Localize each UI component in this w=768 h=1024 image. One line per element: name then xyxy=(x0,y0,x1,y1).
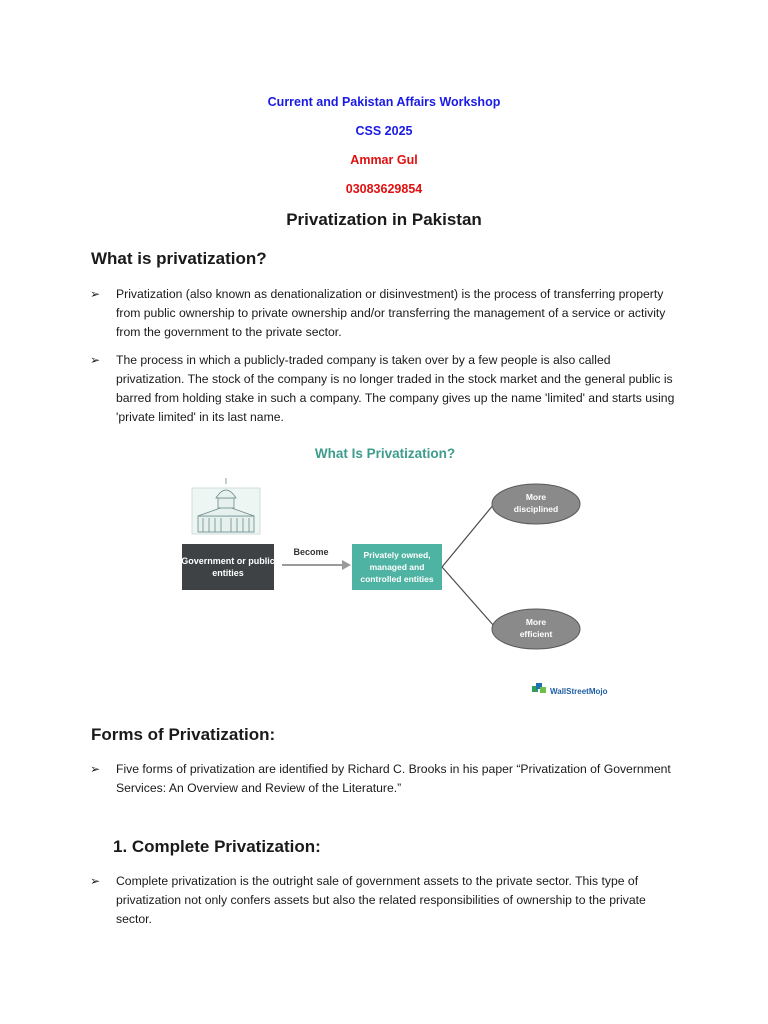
government-box xyxy=(182,544,274,590)
bullet-arrow-icon: ➢ xyxy=(90,353,101,367)
arrow-head-icon xyxy=(342,560,351,570)
label-line: Government or public xyxy=(181,556,275,566)
list-item xyxy=(90,351,680,427)
section-heading-forms: Forms of Privatization: xyxy=(91,725,276,744)
logo-text: WallStreetMojo xyxy=(550,687,608,696)
bullet-arrow-icon: ➢ xyxy=(90,762,101,776)
bullet-text: The process in which a publicly-traded company is taken over by a few people is also called privatization. The stock of the company is no longer traded in the stock market and the general public is barred from holding stake in such a company. The company gives up the name 'limited' and starts using 'private limited' in its last name. xyxy=(116,353,675,424)
label-line: controlled entities xyxy=(360,574,434,584)
workshop-title: Current and Pakistan Affairs Workshop xyxy=(267,95,501,109)
label-line: Privately owned, xyxy=(363,550,431,560)
capitol-building-icon xyxy=(192,478,260,534)
label-line: disciplined xyxy=(513,504,559,514)
list-item xyxy=(90,872,680,929)
list-item xyxy=(90,285,680,342)
diagram-title: What Is Privatization? xyxy=(314,446,456,461)
arrow-label: Become xyxy=(293,547,329,557)
wallstreetmojo-logo xyxy=(532,683,608,696)
bullet-text: Five forms of privatization are identified by Richard C. Brooks in his paper “Privatization of Government Services: An Overview and Review of the Literature.” xyxy=(116,762,671,795)
section-heading-complete: 1. Complete Privatization: xyxy=(113,837,321,856)
private-box-label xyxy=(360,550,433,584)
list-item xyxy=(90,760,680,798)
label-line: More xyxy=(525,617,547,627)
connector-top xyxy=(442,504,494,567)
bullet-arrow-icon: ➢ xyxy=(90,287,101,301)
label-line: managed and xyxy=(369,562,425,572)
author-name: Ammar Gul xyxy=(350,153,418,167)
section-heading-what-is: What is privatization? xyxy=(91,249,267,268)
document-title: Privatization in Pakistan xyxy=(286,210,482,229)
connector-bottom xyxy=(442,567,494,626)
bullet-arrow-icon: ➢ xyxy=(90,874,101,888)
label-line: entities xyxy=(212,568,244,578)
phone-number: 03083629854 xyxy=(345,182,423,196)
bullet-text: Complete privatization is the outright sale of government assets to the private sector. This type of privatization not only confers assets but also the related responsibilities of ownership to the private sector. xyxy=(116,874,646,926)
label-line: More xyxy=(525,492,547,502)
exam-label: CSS 2025 xyxy=(355,124,413,138)
bullet-text: Privatization (also known as denationalization or disinvestment) is the process of transferring property from public ownership to private ownership and/or transferring the management of a service or activity from the government to the private sector. xyxy=(116,287,666,339)
label-line: efficient xyxy=(519,629,553,639)
privatization-diagram xyxy=(170,440,630,705)
